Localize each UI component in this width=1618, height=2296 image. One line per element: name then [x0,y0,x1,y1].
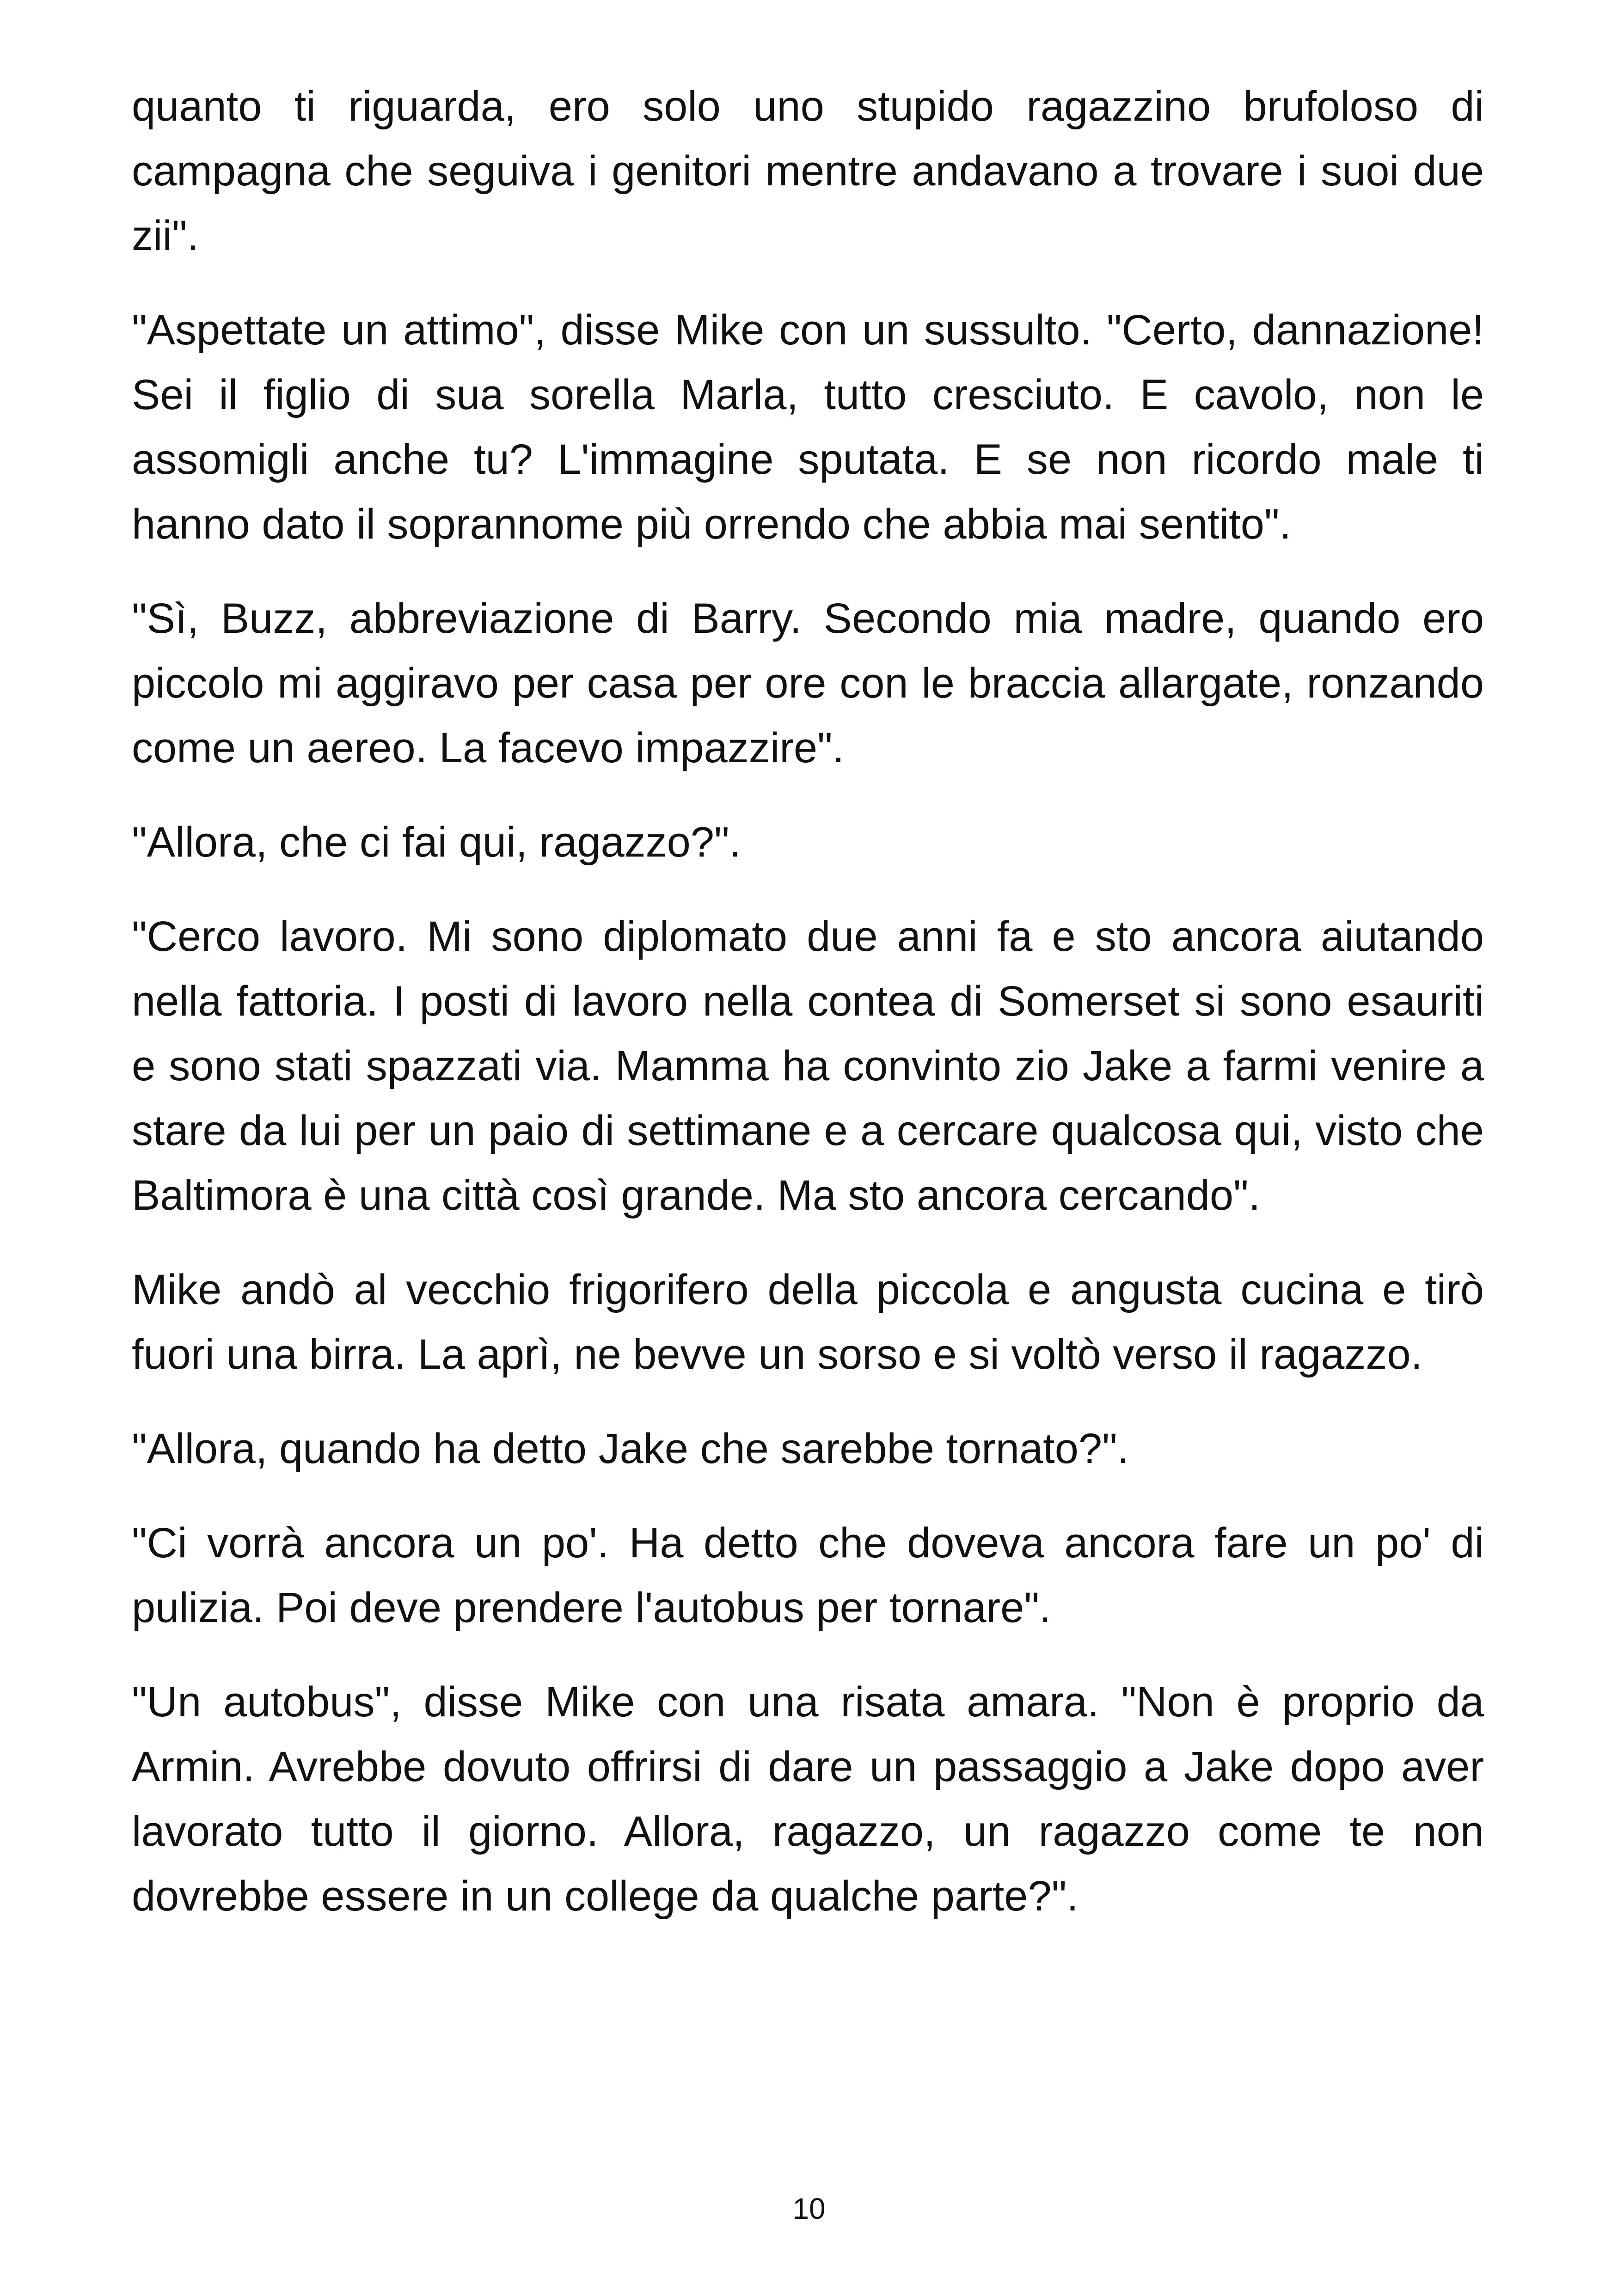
paragraph: "Aspettate un attimo", disse Mike con un sussulto. "Certo, dannazione! Sei il figlio di sua sorella Marla, tutto cresciuto. E cavolo, non le assomigli anche tu? L'immagine sputata. E se non ricordo male ti hanno dato il soprannome più orrendo che abbia mai sentito". [132,306,1484,548]
page-number: 10 [792,2192,826,2225]
paragraph: "Sì, Buzz, abbreviazione di Barry. Secondo mia madre, quando ero piccolo mi aggiravo per casa per ore con le braccia allargate, ronzando come un aereo. La facevo impazzire". [132,595,1484,771]
paragraph: Mike andò al vecchio frigorifero della piccola e angusta cucina e tirò fuori una birra. La aprì, ne bevve un sorso e si voltò verso il ragazzo. [132,1266,1484,1378]
paragraph: "Allora, quando ha detto Jake che sarebbe tornato?". [132,1425,1129,1472]
paragraph: "Ci vorrà ancora un po'. Ha detto che doveva ancora fare un po' di pulizia. Poi deve prendere l'autobus per tornare". [132,1519,1484,1631]
paragraph: "Un autobus", disse Mike con una risata amara. "Non è proprio da Armin. Avrebbe dovuto offrirsi di dare un passaggio a Jake dopo aver lavorato tutto il giorno. Allora, ragazzo, un ragazzo come te non dovrebbe essere in un college da qualche parte?". [132,1678,1484,1920]
paragraph: "Allora, che ci fai qui, ragazzo?". [132,819,742,866]
body-text [132,74,1484,1958]
paragraph: quanto ti riguarda, ero solo uno stupido ragazzino brufoloso di campagna che seguiva i genitori mentre andavano a trovare i suoi due zii". [132,83,1484,259]
paragraph: "Cerco lavoro. Mi sono diplomato due anni fa e sto ancora aiutando nella fattoria. I posti di lavoro nella contea di Somerset si sono esauriti e sono stati spazzati via. Mamma ha convinto zio Jake a farmi venire a stare da lui per un paio di settimane e a cercare qualcosa qui, visto che Baltimora è una città così grande. Ma sto ancora cercando". [132,913,1484,1219]
